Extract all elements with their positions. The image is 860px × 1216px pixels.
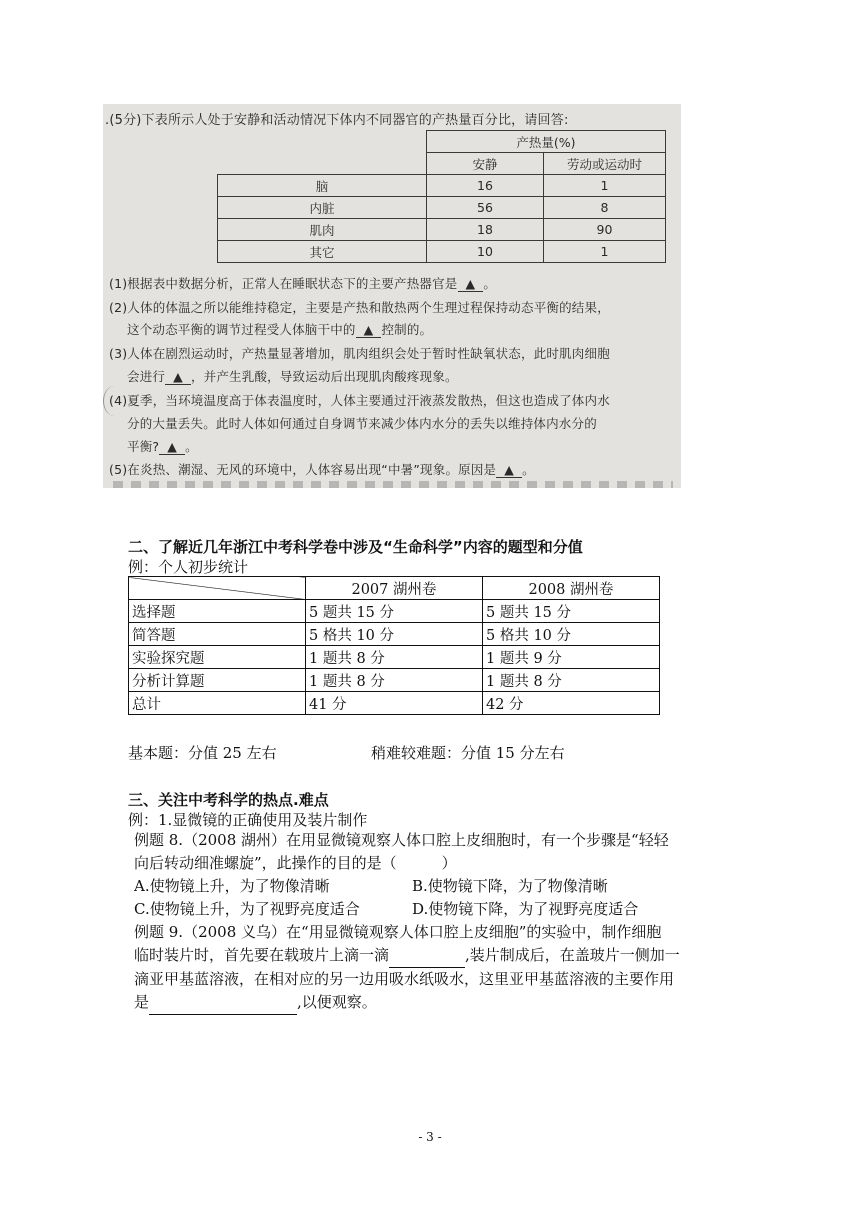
rest-cell: 10 [427,241,544,263]
example-8-options-ab [134,875,669,898]
answer-blank [389,944,465,968]
active-cell: 1 [544,175,666,197]
table-row [218,241,666,263]
example-9-line-4 [134,991,680,1015]
table-row [218,175,666,197]
option-d: D.使物镜下降，为了视野亮度适合 [412,900,639,918]
question-2-text: 这个动态平衡的调节过程受人体脑干中的 [127,322,356,337]
example-9 [134,921,680,1015]
active-cell: 1 [544,241,666,263]
rest-cell: 18 [427,219,544,241]
section-2-example: 例：个人初步统计 [128,558,249,576]
example-8-options-cd [134,898,669,921]
scanned-question-image [103,104,681,488]
rest-cell: 16 [427,175,544,197]
question-type-cell: 简答题 [129,623,306,646]
question-type-cell: 总计 [129,692,306,715]
table-row [129,600,660,623]
question-3-line-1: (3)人体在剧烈运动时，产热量显著增加，肌肉组织会处于暂时性缺氧状态，此时肌肉细胞 [109,346,610,361]
question-2-tail: 控制的。 [381,322,433,337]
table-row [129,669,660,692]
triangle-mark-icon: ▲ [465,276,476,291]
heat-table-col-rest: 安静 [427,153,544,175]
score-2008-cell: 1 题共 9 分 [483,646,660,669]
question-type-cell: 选择题 [129,600,306,623]
question-5-text: (5)在炎热、潮湿、无风的环境中，人体容易出现“中暑”现象。原因是 [109,462,497,477]
example-8-line-1: 例题 8.（2008 湖州）在用显微镜观察人体口腔上皮细胞时，有一个步骤是“轻轻 [134,831,669,849]
score-2007-cell: 41 分 [306,692,483,715]
answer-blank [356,322,382,338]
answer-blank [149,991,297,1015]
active-cell: 90 [544,219,666,241]
example-9-text: 临时装片时，首先要在载玻片上滴一滴 [134,946,390,964]
question-4-line-1: (4)夏季，当环境温度高于体表温度时，人体主要通过汗液蒸发散热，但这也造成了体内水 [109,393,610,408]
score-2008-cell: 5 格共 10 分 [483,623,660,646]
section-2-heading: 二、了解近几年浙江中考科学卷中涉及“生命科学”内容的题型和分值 [128,538,583,556]
example-9-text-3: 是 [134,993,150,1011]
example-9-line-2 [134,944,680,968]
score-stats-table [128,576,660,715]
hard-score-note: 稍难较难题：分值 15 分左右 [371,744,565,762]
example-9-text-2: ,装片制成后，在盖玻片一侧加一 [465,946,680,964]
organ-cell: 肌肉 [218,219,427,241]
answer-blank [496,462,522,478]
section-3-heading: 三、关注中考科学的热点.难点 [128,791,329,809]
question-2-line-1: (2)人体的体温之所以能维持稳定，主要是产热和散热两个生理过程保持动态平衡的结果， [109,300,610,315]
score-2008-cell: 5 题共 15 分 [483,600,660,623]
example-9-line-1: 例题 9.（2008 义乌）在“用显微镜观察人体口腔上皮细胞”的实验中，制作细胞 [134,923,662,941]
question-3-text: 会进行 [127,369,166,384]
stats-corner-cell [129,577,306,600]
triangle-mark-icon: ▲ [504,462,515,477]
organ-cell: 脑 [218,175,427,197]
triangle-mark-icon: ▲ [363,322,374,337]
question-type-cell: 实验探究题 [129,646,306,669]
score-2007-cell: 5 题共 15 分 [306,600,483,623]
question-4-text: 平衡? [127,439,160,454]
active-cell: 8 [544,197,666,219]
question-type-cell: 分析计算题 [129,669,306,692]
heat-table-group-header: 产热量(%) [427,131,666,153]
score-2007-cell: 1 题共 8 分 [306,669,483,692]
example-8-line-2: 向后转动细准螺旋”，此操作的目的是（ ） [134,854,457,872]
page-number: - 3 - [418,1130,442,1144]
heat-table-corner [218,131,427,175]
triangle-mark-icon: ▲ [167,439,178,454]
table-row [129,692,660,715]
organ-cell: 内脏 [218,197,427,219]
question-3-line-2 [127,367,458,385]
score-2008-cell: 42 分 [483,692,660,715]
answer-blank [165,369,191,385]
question-1: (1)根据表中数据分析，正常人在睡眠状态下的主要产热器官是 ▲ 。 [109,276,497,291]
table-row [218,219,666,241]
score-2008-cell: 1 题共 8 分 [483,669,660,692]
table-row [218,197,666,219]
organ-cell: 其它 [218,241,427,263]
question-1-text: (1)根据表中数据分析，正常人在睡眠状态下的主要产热器官是 [109,276,458,291]
rest-cell: 56 [427,197,544,219]
table-row [129,646,660,669]
question-4-line-2: 分的大量丢失。此时人体如何通过自身调节来减少体内水分的丢失以维持体内水分的 [127,416,597,431]
stats-col-2007: 2007 湖州卷 [306,577,483,600]
answer-blank [458,276,484,292]
score-2007-cell: 5 格共 10 分 [306,623,483,646]
cropped-text-edge [113,481,673,488]
example-9-text-4: ,以便观察。 [297,993,377,1011]
question-5: (5)在炎热、潮湿、无风的环境中，人体容易出现“中暑”现象。原因是 ▲ 。 [109,462,535,477]
question-3-tail: ，并产生乳酸，导致运动后出现肌肉酸疼现象。 [190,369,458,384]
heat-production-table [217,130,666,263]
question-2-line-2 [127,320,432,338]
triangle-mark-icon: ▲ [173,369,183,384]
question-4-line-3: 平衡? ▲ 。 [127,439,198,454]
scan-intro: .(5分)下表所示人处于安静和活动情况下体内不同器官的产热量百分比，请回答: [105,113,569,128]
score-2007-cell: 1 题共 8 分 [306,646,483,669]
basic-score-note: 基本题：分值 25 左右 [128,744,277,762]
option-c: C.使物镜上升，为了视野亮度适合 [134,900,360,918]
example-8 [134,829,669,921]
answer-blank [159,439,185,455]
heat-table-col-active: 劳动或运动时 [544,153,666,175]
option-b: B.使物镜下降，为了物像清晰 [412,877,608,895]
option-a: A.使物镜上升，为了物像清晰 [134,877,330,895]
section-3-example: 例：1.显微镜的正确使用及装片制作 [128,811,368,829]
table-row [129,623,660,646]
stats-col-2008: 2008 湖州卷 [483,577,660,600]
example-9-line-3: 滴亚甲基蓝溶液，在相对应的另一边用吸水纸吸水，这里亚甲基蓝溶液的主要作用 [134,970,675,988]
